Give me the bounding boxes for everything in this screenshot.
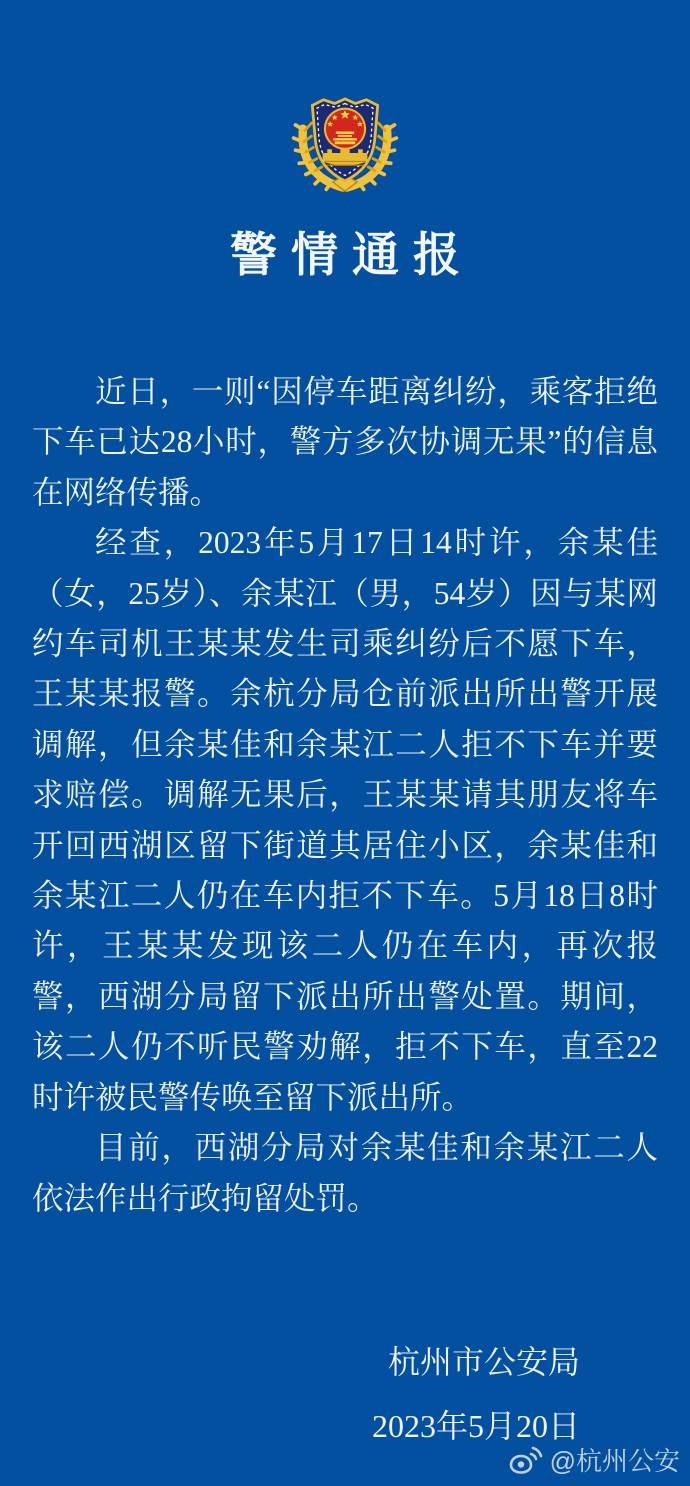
paragraph-result: 目前，西湖分局对余某佳和余某江二人依法作出行政拘留处罚。 xyxy=(32,1130,658,1216)
signature-date: 2023年5月20日 xyxy=(371,1407,580,1444)
weibo-icon xyxy=(509,1446,543,1474)
signature-block xyxy=(0,1330,690,1458)
watermark xyxy=(509,1441,680,1478)
paragraph-intro: 近日，一则“因停车距离纠纷，乘客拒绝下车已达28小时，警方多次协调无果”的信息在网络传播。 xyxy=(32,374,658,510)
police-badge-emblem xyxy=(289,84,401,194)
paragraph-investigation: 经查，2023年5月17日14时许，余某佳（女，25岁）、余某江（男，54岁）因与某网约车司机王某某发生司乘纠纷后不愿下车，王某某报警。余杭分局仓前派出所出警开展调解，但余某佳和余某江二人拒不下车并要求赔偿。调解无果后，王某某请其朋友将车开回西湖区留下街道其居住小区，余某佳和余某江二人仍在车内拒不下车。5月18日8时许，王某某发现该二人仍在车内，再次报警，西湖分局留下派出所出警处置。期间，该二人仍不听民警劝解，拒不下车，直至22时许被民警传唤至留下派出所。 xyxy=(32,525,658,1115)
signature-agency: 杭州市公安局 xyxy=(387,1343,580,1380)
watermark-handle: @杭州公安 xyxy=(549,1446,680,1476)
notice-body xyxy=(32,367,658,1224)
notice-title: 警情通报 xyxy=(230,230,474,282)
